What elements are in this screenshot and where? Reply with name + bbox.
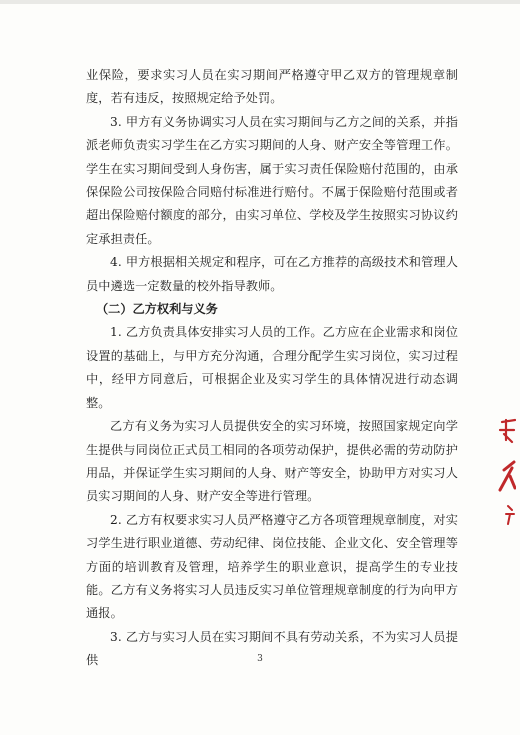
paragraph-clause-1-party-b: 1. 乙方负责具体安排实习人员的工作。乙方应在企业需求和岗位设置的基础上，与甲方充分沟通，合理分配学生实习岗位，实习过程中，经甲方同意后，可根据企业及实习学生的具体情况进行动态调整。 bbox=[86, 325, 458, 410]
document-body bbox=[86, 64, 458, 673]
section-heading-party-b: （二）乙方权利与义务 bbox=[96, 302, 218, 317]
page-number: 3 bbox=[257, 654, 263, 664]
paragraph-clause-3-party-b: 3. 乙方与实习人员在实习期间不具有劳动关系，不为实习人员提供 bbox=[86, 629, 458, 668]
seal-stamp-fragment bbox=[488, 418, 516, 528]
paragraph-continuation: 业保险，要求实习人员在实习期间严格遵守甲乙双方的管理规章制度，若有违反，按照规定给予处罚。 bbox=[86, 68, 458, 106]
paragraph-clause-3-party-a: 3. 甲方有义务协调实习人员在实习期间与乙方之间的关系，并指派老师负责实习学生在乙方实习期间的人身、财产安全等管理工作。学生在实习期间受到人身伤害，属于实习责任保险赔付范围的，由承保保险公司按保险合同赔付标准进行赔付。不属于保险赔付范围或者超出保险赔付额度的部分，由实习单位、学校及学生按照实习协议约定承担责任。 bbox=[86, 114, 458, 246]
paragraph-clause-4-party-a: 4. 甲方根据相关规定和程序，可在乙方推荐的高级技术和管理人员中遴选一定数量的校外指导教师。 bbox=[86, 255, 458, 293]
paragraph-clause-2-party-b: 2. 乙方有权要求实习人员严格遵守乙方各项管理规章制度，对实习学生进行职业道德、劳动纪律、岗位技能、企业文化、安全管理等方面的培训教育及管理，培养学生的职业意识，提高学生的专业技能。乙方有义务将实习人员违反实习单位管理规章制度的行为向甲方通报。 bbox=[86, 512, 458, 621]
scan-edge bbox=[0, 0, 520, 4]
paragraph-safety-obligation: 乙方有义务为实习人员提供安全的实习环境，按照国家规定向学生提供与同岗位正式员工相同的各项劳动保护，提供必需的劳动防护用品，并保证学生实习期间的人身、财产等安全，协助甲方对实习人员实习期间的人身、财产安全等进行管理。 bbox=[86, 419, 458, 504]
